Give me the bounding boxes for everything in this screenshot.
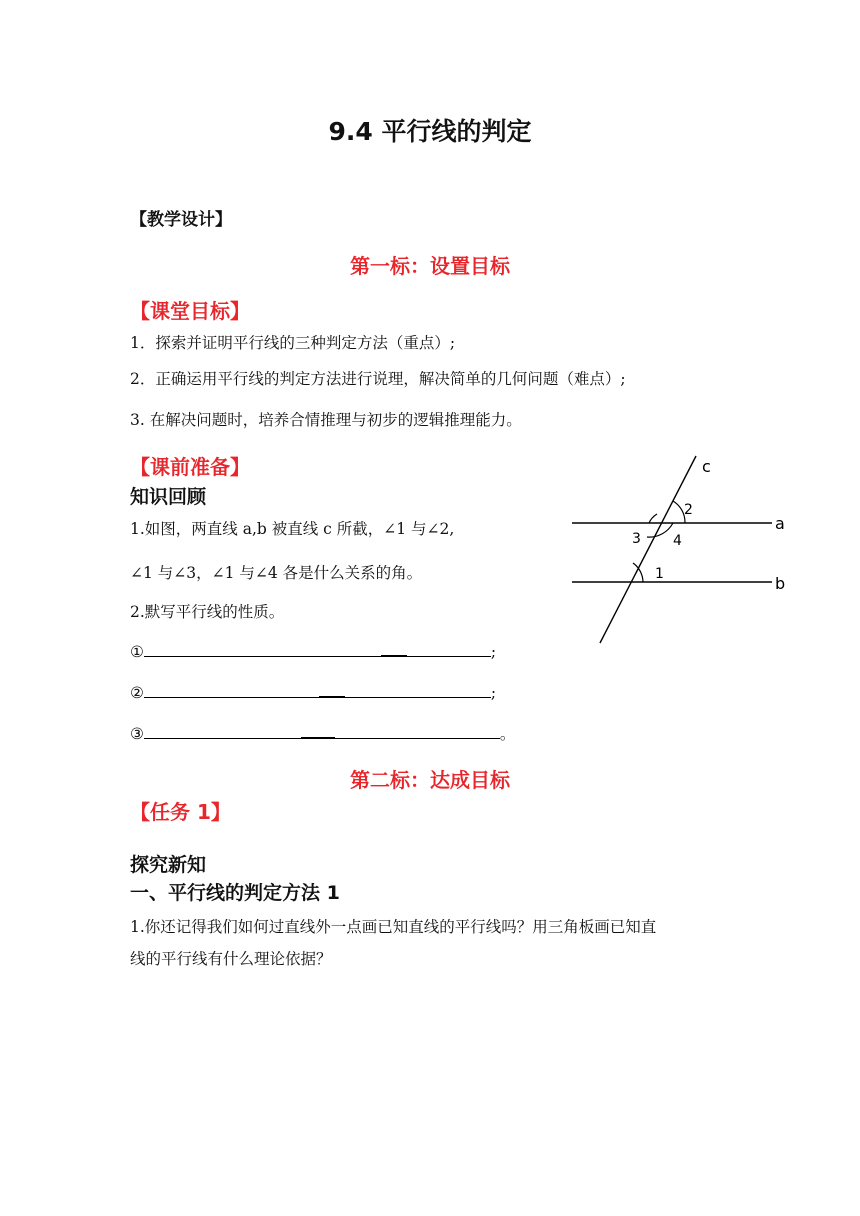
angle-label-3: 3 <box>632 531 641 547</box>
angle-label-1: 1 <box>655 566 664 582</box>
blank-end: 。 <box>499 725 516 743</box>
goals-heading: 【课堂目标】 <box>130 299 250 323</box>
question-line-2: 线的平行线有什么理论依据？ <box>130 950 332 968</box>
goal-item-2: 2．正确运用平行线的判定方法进行说理，解决简单的几何问题（难点）; <box>130 370 626 388</box>
answer-underline[interactable] <box>144 640 491 657</box>
blank-end: ; <box>490 643 497 661</box>
goal-item-1: 1．探索并证明平行线的三种判定方法（重点）; <box>130 334 456 352</box>
review-heading: 知识回顾 <box>130 486 207 508</box>
explore-heading: 探究新知 <box>130 854 207 876</box>
design-heading: 【教学设计】 <box>130 210 232 230</box>
page-title: 9.4 平行线的判定 <box>328 117 532 146</box>
method1-heading: 一、平行线的判定方法 1 <box>130 882 340 904</box>
angle-label-4: 4 <box>673 533 682 549</box>
blank-line-3[interactable] <box>130 722 515 744</box>
label-b: b <box>775 574 786 593</box>
blank-marker: ② <box>130 684 144 702</box>
answer-underline[interactable] <box>144 681 491 698</box>
angle-3-arc <box>649 514 657 523</box>
question-line-1: 1.你还记得我们如何过直线外一点画已知直线的平行线吗？用三角板画已知直 <box>130 918 657 936</box>
answer-underline[interactable] <box>144 722 500 739</box>
prep-heading: 【课前准备】 <box>130 455 250 479</box>
blank-line-2[interactable] <box>130 681 496 702</box>
question-1-line-1: 1.如图，两直线 a,b 被直线 c 所截，∠1 与∠2, <box>130 520 455 538</box>
question-1-line-2: ∠1 与∠3，∠1 与∠4 各是什么关系的角。 <box>130 564 423 582</box>
line-c <box>600 456 696 643</box>
goal-item-3: 3. 在解决问题时，培养合情推理与初步的逻辑推理能力。 <box>130 411 522 429</box>
label-a: a <box>775 514 785 533</box>
stage2-heading: 第二标：达成目标 <box>350 768 510 792</box>
blank-marker: ③ <box>130 725 144 743</box>
angle-1-arc <box>633 563 643 582</box>
blank-line-1[interactable] <box>130 640 496 661</box>
blank-marker: ① <box>130 643 144 661</box>
stage1-heading: 第一标：设置目标 <box>350 254 510 278</box>
blank-end: ; <box>490 684 497 702</box>
angle-label-2: 2 <box>684 502 693 518</box>
task1-heading: 【任务 1】 <box>130 800 231 824</box>
label-c: c <box>702 457 711 476</box>
parallel-lines-figure <box>560 450 800 650</box>
question-2: 2.默写平行线的性质。 <box>130 603 285 621</box>
